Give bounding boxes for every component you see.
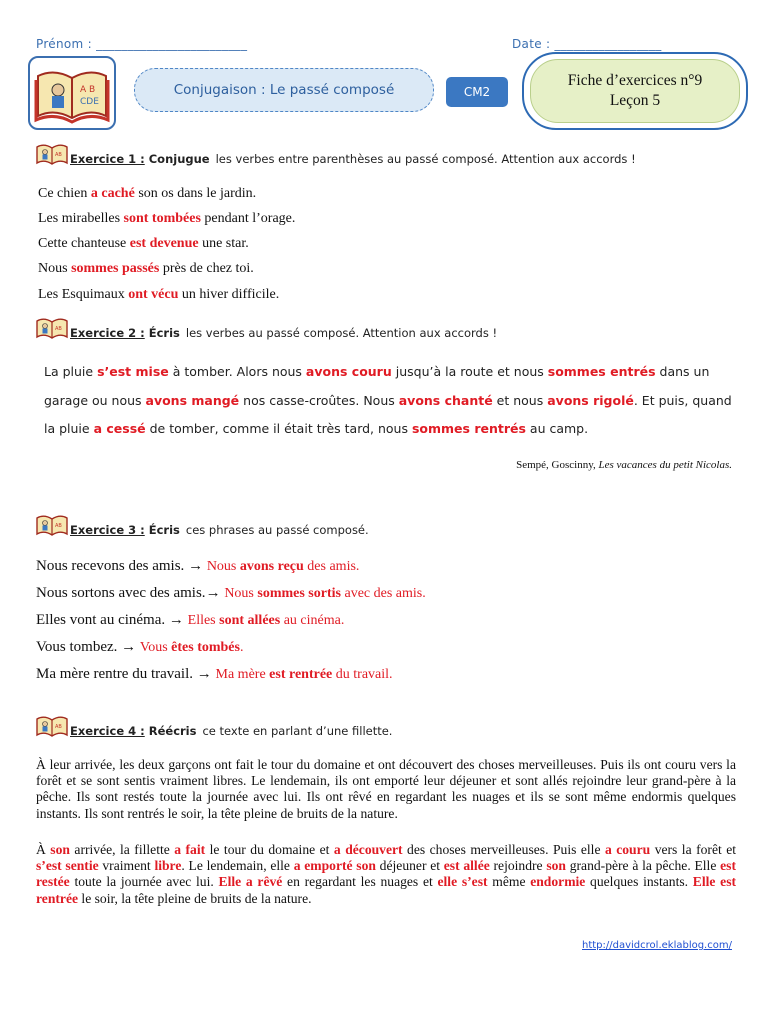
answer-correction: a couru xyxy=(604,842,651,857)
exercise-4-instruction: ce texte en parlant d’une fillette. xyxy=(202,724,393,738)
answer-correction: son xyxy=(546,858,566,874)
ex1-line-4: Nous sommes passés près de chez toi. xyxy=(38,261,254,276)
ex1-line-1: Ce chien a caché son os dans le jardin. xyxy=(38,186,257,201)
answer-text: rejoindre xyxy=(489,858,547,874)
ex1-line-5: Les Esquimaux ont vécu un hiver difficile. xyxy=(38,287,280,302)
exercise-2-header xyxy=(36,316,497,340)
exercise-2-verb: Écris xyxy=(148,326,180,340)
answer-correction: a emporté son xyxy=(293,858,376,874)
ex3-line-4: Vous tombez. → Vous êtes tombés. xyxy=(36,639,244,655)
answer-text: le soir, la tête pleine de bruits de la nature. xyxy=(78,890,312,906)
answer-correction: Elle est rentrée xyxy=(36,874,737,906)
answer-text: grand-père à la pêche. Elle xyxy=(565,858,721,874)
answer-correction: libre xyxy=(154,858,182,874)
book-icon xyxy=(36,316,68,340)
answer-text: . Le lendemain, elle xyxy=(181,858,294,874)
prenom-field: Prénom : ________________________ xyxy=(36,37,248,51)
answer-correction: est allée xyxy=(443,858,490,874)
answer-text: À xyxy=(36,842,51,857)
exercise-4-header xyxy=(36,714,392,738)
fiche-number: Fiche d’exercices n°9 xyxy=(567,72,703,89)
book-icon xyxy=(36,513,68,537)
answer-text: des choses merveilleuses. Puis elle xyxy=(402,842,605,857)
exercise-4-verb: Réécris xyxy=(148,724,197,738)
svg-text:A B: A B xyxy=(80,85,96,95)
ex2-line-2: garage ou nous avons mangé nos casse-croûtes. Nous avons chanté et nous avons rigolé. Et puis, quand xyxy=(44,393,732,408)
ex1-line-3: Cette chanteuse est devenue une star. xyxy=(38,236,249,251)
answer-text: vraiment xyxy=(98,858,155,874)
exercise-1-verb: Conjugue xyxy=(148,152,210,166)
exercise-4-title: Exercice 4 : xyxy=(70,724,145,738)
ex2-line-1: La pluie s’est mise à tomber. Alors nous avons couru jusqu’à la route et nous sommes entrés dans un xyxy=(44,364,710,379)
book-icon xyxy=(36,714,68,738)
answer-correction: a découvert xyxy=(333,842,403,857)
book-icon xyxy=(30,58,114,128)
answer-text: toute la journée avec lui. xyxy=(69,874,219,890)
answer-correction: s’est sentie xyxy=(36,858,99,874)
exercise-3-header xyxy=(36,513,369,537)
ex3-line-2: Nous sortons avec des amis.→ Nous sommes sortis avec des amis. xyxy=(36,585,426,601)
blog-link[interactable]: http://davidcrol.eklablog.com/ xyxy=(582,940,732,951)
answer-correction: elle s’est xyxy=(437,874,488,890)
answer-text: en regardant les nuages et xyxy=(282,874,438,890)
exercise-1-instruction: les verbes entre parenthèses au passé composé. Attention aux accords ! xyxy=(215,152,636,166)
fiche-box xyxy=(522,52,748,130)
answer-correction: son xyxy=(50,842,70,857)
answer-text: le tour du domaine et xyxy=(205,842,334,857)
logo xyxy=(28,56,116,130)
ex3-line-3: Elles vont au cinéma. → Elles sont allées au cinéma. xyxy=(36,612,345,628)
ex1-line-2: Les mirabelles sont tombées pendant l’orage. xyxy=(38,211,296,226)
ex3-line-5: Ma mère rentre du travail. → Ma mère est rentrée du travail. xyxy=(36,666,393,682)
exercise-3-verb: Écris xyxy=(148,523,180,537)
exercise-3-title: Exercice 3 : xyxy=(70,523,145,537)
svg-text:CDE: CDE xyxy=(80,97,99,107)
ex2-source: Sempé, Goscinny, Les vacances du petit Nicolas. xyxy=(516,459,732,471)
lecon-number: Leçon 5 xyxy=(609,92,661,109)
ex4-answer-text xyxy=(36,842,736,907)
answer-correction: a fait xyxy=(174,842,206,857)
answer-correction: endormie xyxy=(530,874,586,890)
ex4-original-text: À leur arrivée, les deux garçons ont fait le tour du domaine et ont découvert des choses merveilleuses. Puis ils ont couru vers la forêt et se sont sentis vraiment libres. Le lendemain, ils ont emporté leur déjeuner et sont allés rejoindre leur grand-père à la pêche. Ils sont restés toute la journée avec lui. Ils ont rêvé en regardant les nuages et ils se sont même endormis quelques instants. Ils sont rentrés le soir, la tête pleine de bruits de la nature. xyxy=(36,757,736,821)
date-field: Date : _________________ xyxy=(512,37,662,51)
book-icon xyxy=(36,142,68,166)
exercise-3-instruction: ces phrases au passé composé. xyxy=(185,523,369,537)
ex3-line-1: Nous recevons des amis. → Nous avons reçu des amis. xyxy=(36,558,360,574)
answer-text: même xyxy=(487,874,531,890)
answer-text: quelques instants. xyxy=(585,874,693,890)
answer-text: déjeuner et xyxy=(375,858,444,874)
exercise-2-instruction: les verbes au passé composé. Attention aux accords ! xyxy=(185,326,498,340)
lesson-title: Conjugaison : Le passé composé xyxy=(134,68,434,112)
exercise-1-title: Exercice 1 : xyxy=(70,152,145,166)
level-badge: CM2 xyxy=(446,77,508,107)
exercise-1-header xyxy=(36,142,636,166)
answer-correction: Elle a rêvé xyxy=(218,874,283,890)
answer-text: arrivée, la fillette xyxy=(69,842,175,857)
answer-text: vers la forêt et xyxy=(650,842,737,857)
exercise-2-title: Exercice 2 : xyxy=(70,326,145,340)
answer-correction: est restée xyxy=(36,858,736,890)
ex2-line-3: la pluie a cessé de tomber, comme il était très tard, nous sommes rentrés au camp. xyxy=(44,421,589,436)
